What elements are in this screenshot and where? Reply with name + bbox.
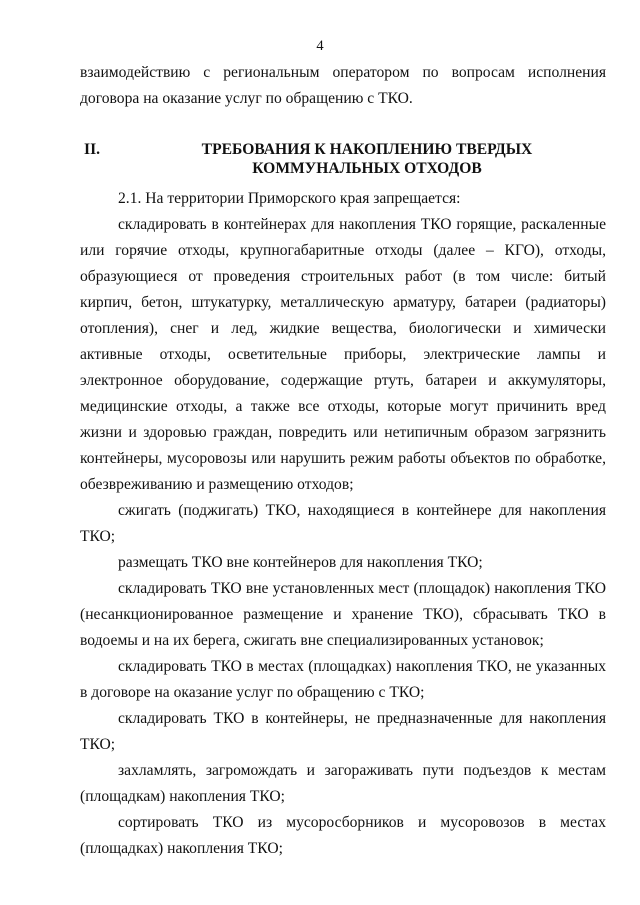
intro-paragraph: взаимодействию с региональным оператором по вопросам исполнения договора на оказание услуг по обращению с ТКО.	[80, 64, 606, 107]
paragraph-prohibition-sorting: сортировать ТКО из мусоросборников и мусоровозов в местах (площадках) накопления ТКО;	[80, 814, 606, 857]
paragraph-prohibition-wrong-containers: складировать ТКО в контейнеры, не предназначенные для накопления ТКО;	[80, 710, 606, 753]
paragraph-prohibition-blocking-access: захламлять, загромождать и загораживать пути подъездов к местам (площадкам) накопления ТКО;	[80, 762, 606, 805]
section-heading	[80, 140, 606, 178]
paragraph-prohibition-unauthorized-places: складировать ТКО вне установленных мест (площадок) накопления ТКО (несанкционированное размещение и хранение ТКО), сбрасывать ТКО в водоемы и на их берега, сжигать вне специализированных установок;	[80, 580, 606, 649]
paragraph-2-1: 2.1. На территории Приморского края запрещается:	[118, 190, 461, 207]
section-title: ТРЕБОВАНИЯ К НАКОПЛЕНИЮ ТВЕРДЫХ КОММУНАЛЬНЫХ ОТХОДОВ	[201, 141, 533, 177]
page-number: 4	[316, 38, 324, 54]
paragraph-prohibition-burning: сжигать (поджигать) ТКО, находящиеся в контейнере для накопления ТКО;	[80, 502, 606, 545]
document-body	[80, 60, 606, 862]
section-number: II.	[84, 141, 101, 158]
paragraph-prohibition-unlisted-sites: складировать ТКО в местах (площадках) накопления ТКО, не указанных в договоре на оказание услуг по обращению с ТКО;	[80, 658, 606, 701]
paragraph-prohibition-outside-containers: размещать ТКО вне контейнеров для накопления ТКО;	[118, 554, 483, 571]
paragraph-prohibition-storage-hazardous: складировать в контейнерах для накопления ТКО горящие, раскаленные или горячие отходы, крупногабаритные отходы (далее – КГО), отходы, образующиеся от проведения строительных работ (в том числе: битый кирпич, бетон, штукатурку, металлическую арматуру, батареи (радиаторы) отопления), снег и лед, жидкие вещества, биологически и химически активные отходы, осветительные приборы, электрические лампы и электронное оборудование, содержащие ртуть, батареи и аккумуляторы, медицинские отходы, а также все отходы, которые могут причинить вред жизни и здоровью граждан, повредить или нетипичным образом загрязнить контейнеры, мусоровозы или нарушить режим работы объектов по обработке, обезвреживанию и размещению отходов;	[80, 216, 606, 493]
